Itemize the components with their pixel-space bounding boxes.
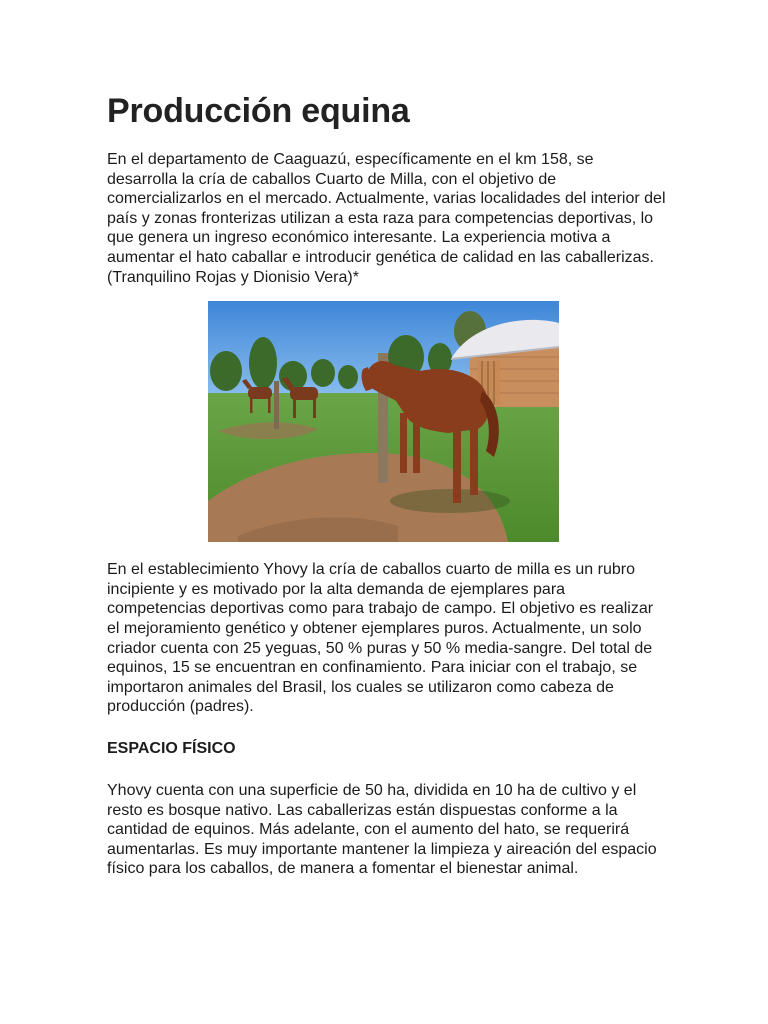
section-heading: ESPACIO FÍSICO xyxy=(107,739,236,757)
horse-photo xyxy=(208,301,559,542)
document-page xyxy=(107,88,667,879)
fence-post-far xyxy=(274,381,279,429)
paragraph-intro: En el departamento de Caaguazú, específicamente en el km 158, se desarrolla la cría de caballos Cuarto de Milla, con el objetivo de comercializarlos en el mercado. Actualmente, varias localidades del interior del país y zonas fronterizas utilizan a esta raza para competencias deportivas, lo que genera un ingreso económico interesante. La experiencia motiva a aumentar el hato caballar e introducir genética de calidad en las caballerizas. (Tranquilino Rojas y Dionisio Vera)* xyxy=(107,151,666,286)
paragraph-espacio-fisico: Yhovy cuenta con una superficie de 50 ha, dividida en 10 ha de cultivo y el resto es bosque nativo. Las caballerizas están dispuestas conforme a la cantidad de equinos. Más adelante, con el aumento del hato, se requerirá aumentarlas. Es muy importante mantener la limpieza y aireación del espacio físico para los caballos, de manera a fomentar el bienestar animal. xyxy=(107,781,657,878)
page-title: Producción equina xyxy=(107,92,410,130)
paragraph-yhovy: En el establecimiento Yhovy la cría de caballos cuarto de milla es un rubro incipiente y es motivado por la alta demanda de ejemplares para competencias deportivas como para trabajo de campo. El objetivo es realizar el mejoramiento genético y obtener ejemplares puros. Actualmente, un solo criador cuenta con 25 yeguas, 50 % puras y 50 % media-sangre. Del total de equinos, 15 se encuentran en confinamiento. Para iniciar con el trabajo, se importaron animales del Brasil, los cuales se utilizaron como cabeza de producción (padres). xyxy=(107,561,654,716)
